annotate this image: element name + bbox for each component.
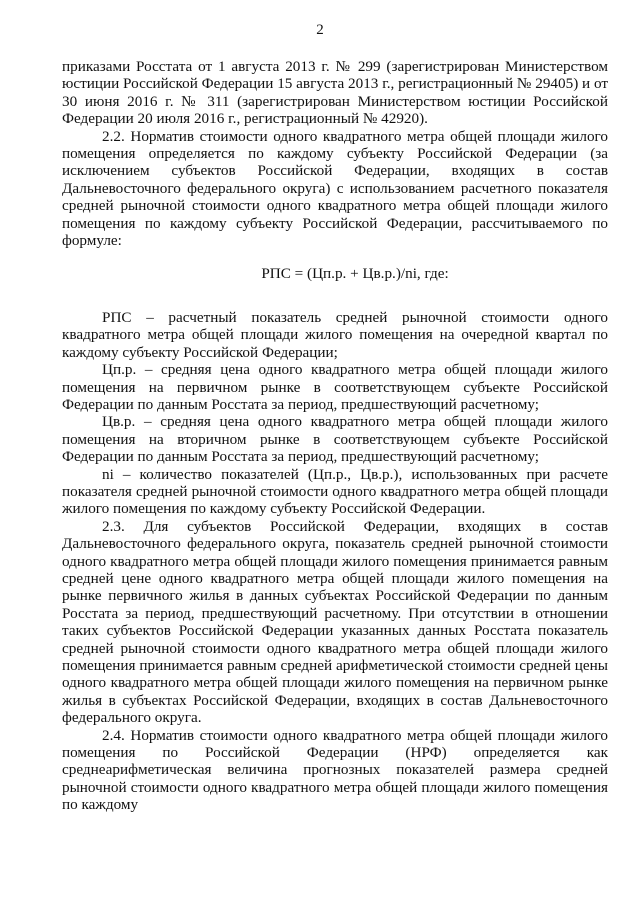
paragraph-2-3: 2.3. Для субъектов Российской Федерации, входящих в состав Дальневосточного федерального округа, показатель средней рыночной стоимости одного квадратного метра общей площади жилого помещения принимается равным средней цене одного квадратного метра общей площади жилого помещения на рынке первичного жилья в данных субъектах Российской Федерации по данным Росстата за период, предшествующий расчетному. При отсутствии в отношении таких субъектов Российской Федерации указанных данных Росстата показатель средней рыночной стоимости одного квадратного метра общей площади жилого помещения принимается равным средней арифметической стоимости средней цены одного квадратного метра общей площади жилого помещения на первичном рынке жилья в субъектах Российской Федерации, входящих в состав Дальневосточного федерального округа. <box>62 517 608 727</box>
page-number: 2 <box>316 22 324 38</box>
formula-rps: РПС = (Цп.р. + Цв.р.)/ni, где: <box>261 265 449 283</box>
document-body <box>62 58 608 814</box>
paragraph-cvr-definition: Цв.р. – средняя цена одного квадратного метра общей площади жилого помещения на вторичном рынке в соответствующем субъекте Российской Федерации по данным Росстата за период, предшествующий расчетному; <box>62 413 608 466</box>
paragraph-rps-definition: РПС – расчетный показатель средней рыночной стоимости одного квадратного метра общей площади жилого помещения на очередной квартал по каждому субъекту Российской Федерации; <box>62 308 608 361</box>
paragraph-ni-definition: ni – количество показателей (Цп.р., Цв.р.), использованных при расчете показателя средней рыночной стоимости одного квадратного метра общей площади жилого помещения по каждому субъекту Российской Федерации. <box>62 465 608 518</box>
paragraph-cpr-definition: Цп.р. – средняя цена одного квадратного метра общей площади жилого помещения на первичном рынке в соответствующем субъекте Российской Федерации по данным Росстата за период, предшествующий расчетному; <box>62 361 608 413</box>
paragraph-intro: приказами Росстата от 1 августа 2013 г. № 299 (зарегистрирован Министерством юстиции Российской Федерации 15 августа 2013 г., регистрационный № 29405) и от 30 июня 2016 г. № 311 (зарегистрирован Министерством юстиции Российской Федерации 20 июля 2016 г., регистрационный № 42920). <box>62 58 608 128</box>
paragraph-2-4: 2.4. Норматив стоимости одного квадратного метра общей площади жилого помещения по Российской Федерации (НРФ) определяется как среднеарифметическая величина прогнозных показателей размера средней рыночной стоимости одного квадратного метра общей площади жилого помещения по каждому <box>62 726 608 814</box>
paragraph-2-2: 2.2. Норматив стоимости одного квадратного метра общей площади жилого помещения определяется по каждому субъекту Российской Федерации (за исключением субъектов Российской Федерации, входящих в состав Дальневосточного федерального округа) с использованием расчетного показателя средней рыночной стоимости одного квадратного метра общей площади жилого помещения по каждому субъекту Российской Федерации, рассчитываемого по формуле: <box>62 127 608 250</box>
